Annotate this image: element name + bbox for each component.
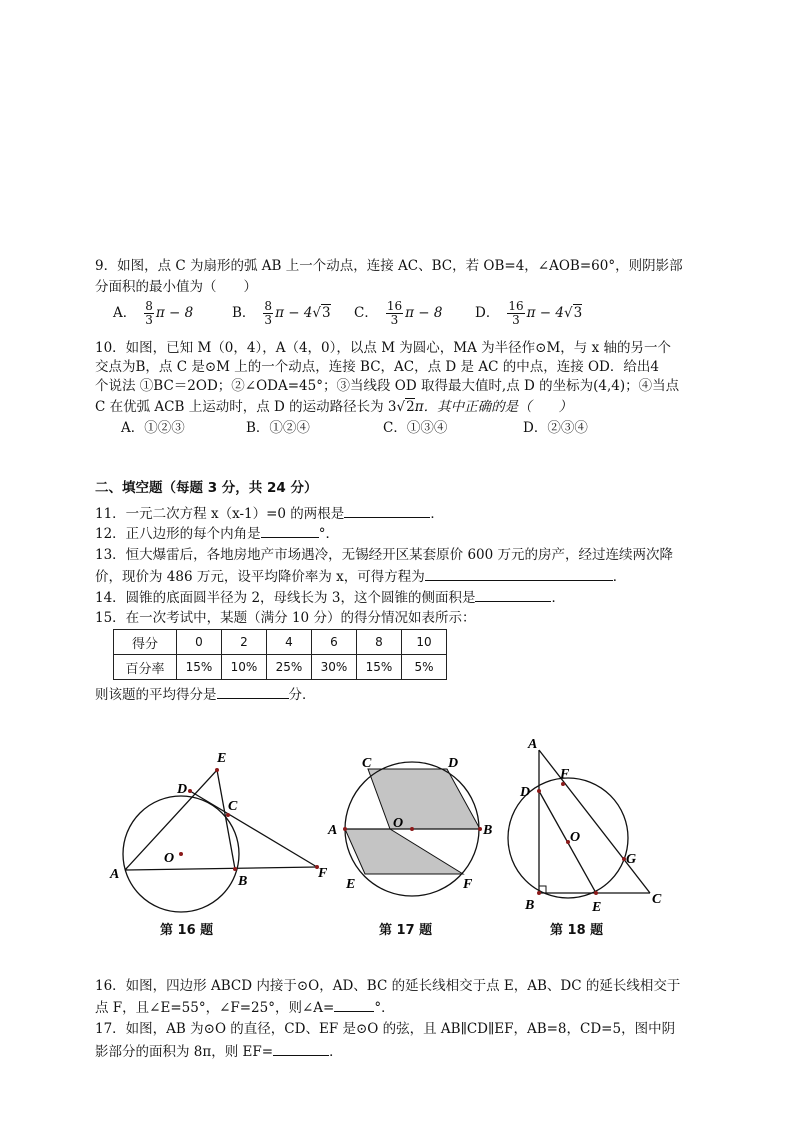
label: B xyxy=(483,823,493,838)
sqrt-sign: √ xyxy=(312,305,322,321)
answer-blank[interactable] xyxy=(273,1041,329,1056)
fraction: $\frac{8}{3}$ xyxy=(145,299,153,327)
table-row: 得分 0 2 4 6 8 10 xyxy=(114,630,447,655)
answer-blank[interactable] xyxy=(217,684,289,699)
q16-line1: 16．如图，四边形 ABCD 内接于⊙O，AD、BC 的延长线相交于点 E，AB、DC 的延长线相交于 xyxy=(95,978,681,994)
label: O xyxy=(164,851,175,866)
figure-16 xyxy=(100,740,340,900)
label: A xyxy=(528,737,538,752)
q10-line3: 个说法 ①BC＝2OD；②∠ODA=45°；③当线段 OD 取得最大值时,点 D 的坐标为(4,4)；④当点 xyxy=(95,378,680,394)
label: A xyxy=(328,823,338,838)
label: D xyxy=(177,782,188,797)
q13-line1: 13．恒大爆雷后，各地房地产市场遇冷，无锡经开区某套原价 600 万元的房产，经过连续两次降 xyxy=(95,547,674,563)
q14: 14．圆锥的底面圆半径为 2，母线长为 3，这个圆锥的侧面积是 ． xyxy=(95,587,565,608)
answer-blank[interactable] xyxy=(425,566,613,581)
figure-17 xyxy=(325,745,505,905)
label: C xyxy=(228,799,238,814)
caption-16: 第 16 题 xyxy=(160,923,214,938)
answer-blank[interactable] xyxy=(475,587,551,602)
q10-choice-d[interactable]: D．②③④ xyxy=(523,420,588,436)
label: F xyxy=(560,767,570,782)
label: O xyxy=(393,816,404,831)
label: D xyxy=(520,785,531,800)
q9-line1: 9．如图，点 C 为扇形的弧 AB 上一个动点，连接 AC、BC，若 OB=4，∠AOB=60°，则阴影部 xyxy=(95,258,683,274)
q17-line2: 影部分的面积为 8π，则 EF= ． xyxy=(95,1041,343,1062)
q9-option-c[interactable]: C． $\frac{16}{3}$ π − 8 xyxy=(354,299,443,327)
q10-choice-c[interactable]: C．①③④ xyxy=(383,420,448,436)
q15: 15．在一次考试中，某题（满分 10 分）的得分情况如表所示： xyxy=(95,610,476,626)
sqrt-sign: √ xyxy=(396,399,406,415)
q10-choice-b[interactable]: B．①②④ xyxy=(246,420,310,436)
q13-line2: 价，现价为 486 万元，设平均降价率为 x，可得方程为 ． xyxy=(95,566,626,587)
q9-option-d[interactable]: D． $\frac{16}{3}$ π − 4√3 xyxy=(475,299,583,327)
label: O xyxy=(570,830,581,845)
caption-18: 第 18 题 xyxy=(550,923,604,938)
q10-choice-a[interactable]: A．①②③ xyxy=(121,420,185,436)
q15-tail: 则该题的平均得分是 分． xyxy=(95,684,316,705)
fraction: $\frac{16}{3}$ xyxy=(386,299,403,327)
label: C xyxy=(652,892,662,907)
answer-blank[interactable] xyxy=(261,523,319,538)
q9-option-b[interactable]: B． $\frac{8}{3}$ π − 4√3 xyxy=(232,299,331,327)
q12: 12．正八边形的每个内角是 °． xyxy=(95,523,339,544)
q9-option-a[interactable]: A． $\frac{8}{3}$ π − 8 xyxy=(113,299,194,327)
q10-line4: C 在优弧 ACB 上运动时，点 D 的运动路径长为 3√2π．其中正确的是（ ） xyxy=(95,399,573,415)
label: F xyxy=(463,877,473,892)
section-title: 二、填空题（每题 3 分，共 24 分） xyxy=(95,480,318,496)
q9-line2: 分面积的最小值为（ ） xyxy=(95,279,257,295)
caption-17: 第 17 题 xyxy=(379,923,433,938)
fraction: $\frac{16}{3}$ xyxy=(508,299,524,327)
score-table xyxy=(113,629,447,680)
q11: 11．一元二次方程 x（x-1）=0 的两根是 ． xyxy=(95,503,444,524)
label: E xyxy=(346,877,356,892)
label: G xyxy=(626,852,637,867)
label: F xyxy=(318,866,328,881)
answer-blank[interactable] xyxy=(334,997,374,1012)
label: B xyxy=(238,874,248,889)
label: B xyxy=(525,898,535,913)
table-row: 百分率 15% 10% 25% 30% 15% 5% xyxy=(114,655,447,680)
q17-line1: 17．如图，AB 为⊙O 的直径，CD、EF 是⊙O 的弦，且 AB∥CD∥EF，AB=8，CD=5，图中阴 xyxy=(95,1021,676,1037)
label: E xyxy=(592,900,602,915)
q10-line1: 10．如图，已知 M（0，4），A（4，0），以点 M 为圆心，MA 为半径作⊙M，与 x 轴的另一个 xyxy=(95,340,671,356)
q10-line2: 交点为B，点 C 是⊙M 上的一个动点，连接 BC，AC，点 D 是 AC 的中点，连接 OD．给出4 xyxy=(95,359,659,375)
label: E xyxy=(217,751,227,766)
fraction: $\frac{8}{3}$ xyxy=(264,299,273,327)
sqrt-sign: √ xyxy=(563,305,573,321)
figure-18 xyxy=(515,730,675,915)
label: C xyxy=(362,756,372,771)
answer-blank[interactable] xyxy=(344,503,430,518)
q16-line2: 点 F，且∠E=55°，∠F=25°，则∠A= °． xyxy=(95,997,395,1018)
label: A xyxy=(110,867,120,882)
label: D xyxy=(448,756,459,771)
